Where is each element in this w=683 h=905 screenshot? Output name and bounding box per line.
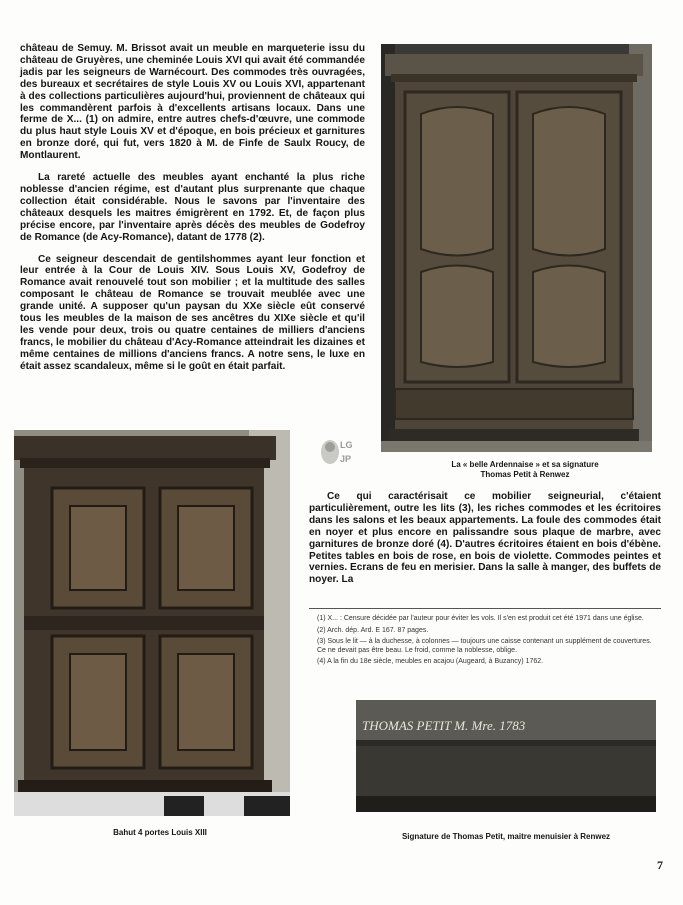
paragraph-4: Ce qui caractérisait ce mobilier seigneurial, c'étaient particulièrement, outre les lits (3), les riches commodes et les écritoires dans les salons et les beaux appartements. La foule des commodes était en noyer et plus encore en palissandre sous plaque de marbre, avec garnitures de bronze doré (4). D'autres écritoires étaient en bois d'ébène. Petites tables en bois de rose, en bois de violette. Commodes peintes et vernies. Ecrans de feu en merisier. Dans la salle à manger, des buffets de noyer. La — [309, 491, 661, 586]
paragraph-2: La rareté actuelle des meubles ayant enchanté la plus riche noblesse d'ancien régime, est d'autant plus surprenante que chaque collection était considérable. Nous le savons par l'inventaire des châteaux desquels les maitres émigrèrent en 1792. Et, de façon plus précise encore, par l'inventaire après décès des meubles de Godefroy de Romance (de Acy-Romance), datant de 1778 (2). — [20, 172, 365, 243]
armoire-photo — [381, 44, 652, 452]
svg-text:LG: LG — [340, 440, 353, 450]
footnotes — [309, 608, 661, 670]
bahut-caption: Bahut 4 portes Louis XIII — [113, 828, 207, 837]
footnote-4: (4) A la fin du 18e siècle, meubles en acajou (Augeard, à Buzancy) 1762. — [317, 658, 544, 666]
page-number: 7 — [657, 858, 663, 872]
bahut-photo — [14, 430, 290, 816]
armoire-caption-line-1: La « belle Ardennaise » et sa signature — [451, 460, 599, 469]
paragraph-1: château de Semuy. M. Brissot avait un meuble en marqueterie issu du château de Gruyères, une cheminée Louis XVI qui avait été commandée jadis par les seigneurs de Warnécourt. Des commodes très ouvragées, des bureaux et secrétaires de style Louis XV ou Louis XVI, appartenant à des collections particulières aujourd'hui, proviennent de châteaux qui les commandèrent parfois à d'excellents artisans locaux. Dans une ferme de X... (1) on admire, entre autres chefs-d'œuvre, une commode du plus haut style Louis XV et d'époque, en bois précieux et garnitures en bronze doré, qui fut, vers 1820 à M. de Finfe de Saulx Roucy, de Montlaurent. — [20, 43, 365, 162]
signature-inscription: THOMAS PETIT M. Mre. 1783 — [362, 718, 526, 733]
footnote-3: (3) Sous le lit — à la duchesse, à colonnes — toujours une caisse contenant un supplément de couvertures. Ce ne devait pas être beau. Le froid, comme la noblesse, oblige. — [317, 638, 652, 654]
left-text-column — [20, 43, 365, 383]
paragraph-3: Ce seigneur descendait de gentilshommes ayant leur fonction et leur entrée à la Cour de Louis XIV. Sous Louis XV, Godefroy de Romance avait renouvelé tout son mobilier ; et la multitude des salles composant le château de Romance se trouvait meublée avec une grande unité. A supposer qu'un paysan du XXe siècle eût conservé tous les meubles de la maison de ses ancêtres du XIXe siècle et qu'il les vende pour deux, trois ou quatre centaines de milliers d'anciens francs, le mobilier du château d'Acy-Romance atteindrait les dizaines et même centaines de millions d'anciens francs. A notre sens, le luxe en était assez scandaleux, même si le goût en était parfait. — [20, 253, 365, 372]
footnote-1: (1) X... : Censure décidée par l'auteur pour éviter les vols. Il s'en est produit cet été 1971 dans une église. — [317, 615, 644, 622]
svg-text:JP: JP — [340, 454, 352, 464]
signature-caption: Signature de Thomas Petit, maitre menuisier à Renwez — [401, 832, 611, 841]
lgjp-logo-image — [318, 432, 356, 472]
armoire-caption-line-2: Thomas Petit à Renwez — [480, 470, 570, 479]
footnote-2: (2) Arch. dép. Ard. E 167. 87 pages. — [317, 626, 429, 634]
armoire-caption — [400, 460, 650, 480]
signature-photo — [356, 700, 656, 812]
right-text-column — [309, 491, 661, 596]
lgjp-logo — [318, 432, 356, 472]
